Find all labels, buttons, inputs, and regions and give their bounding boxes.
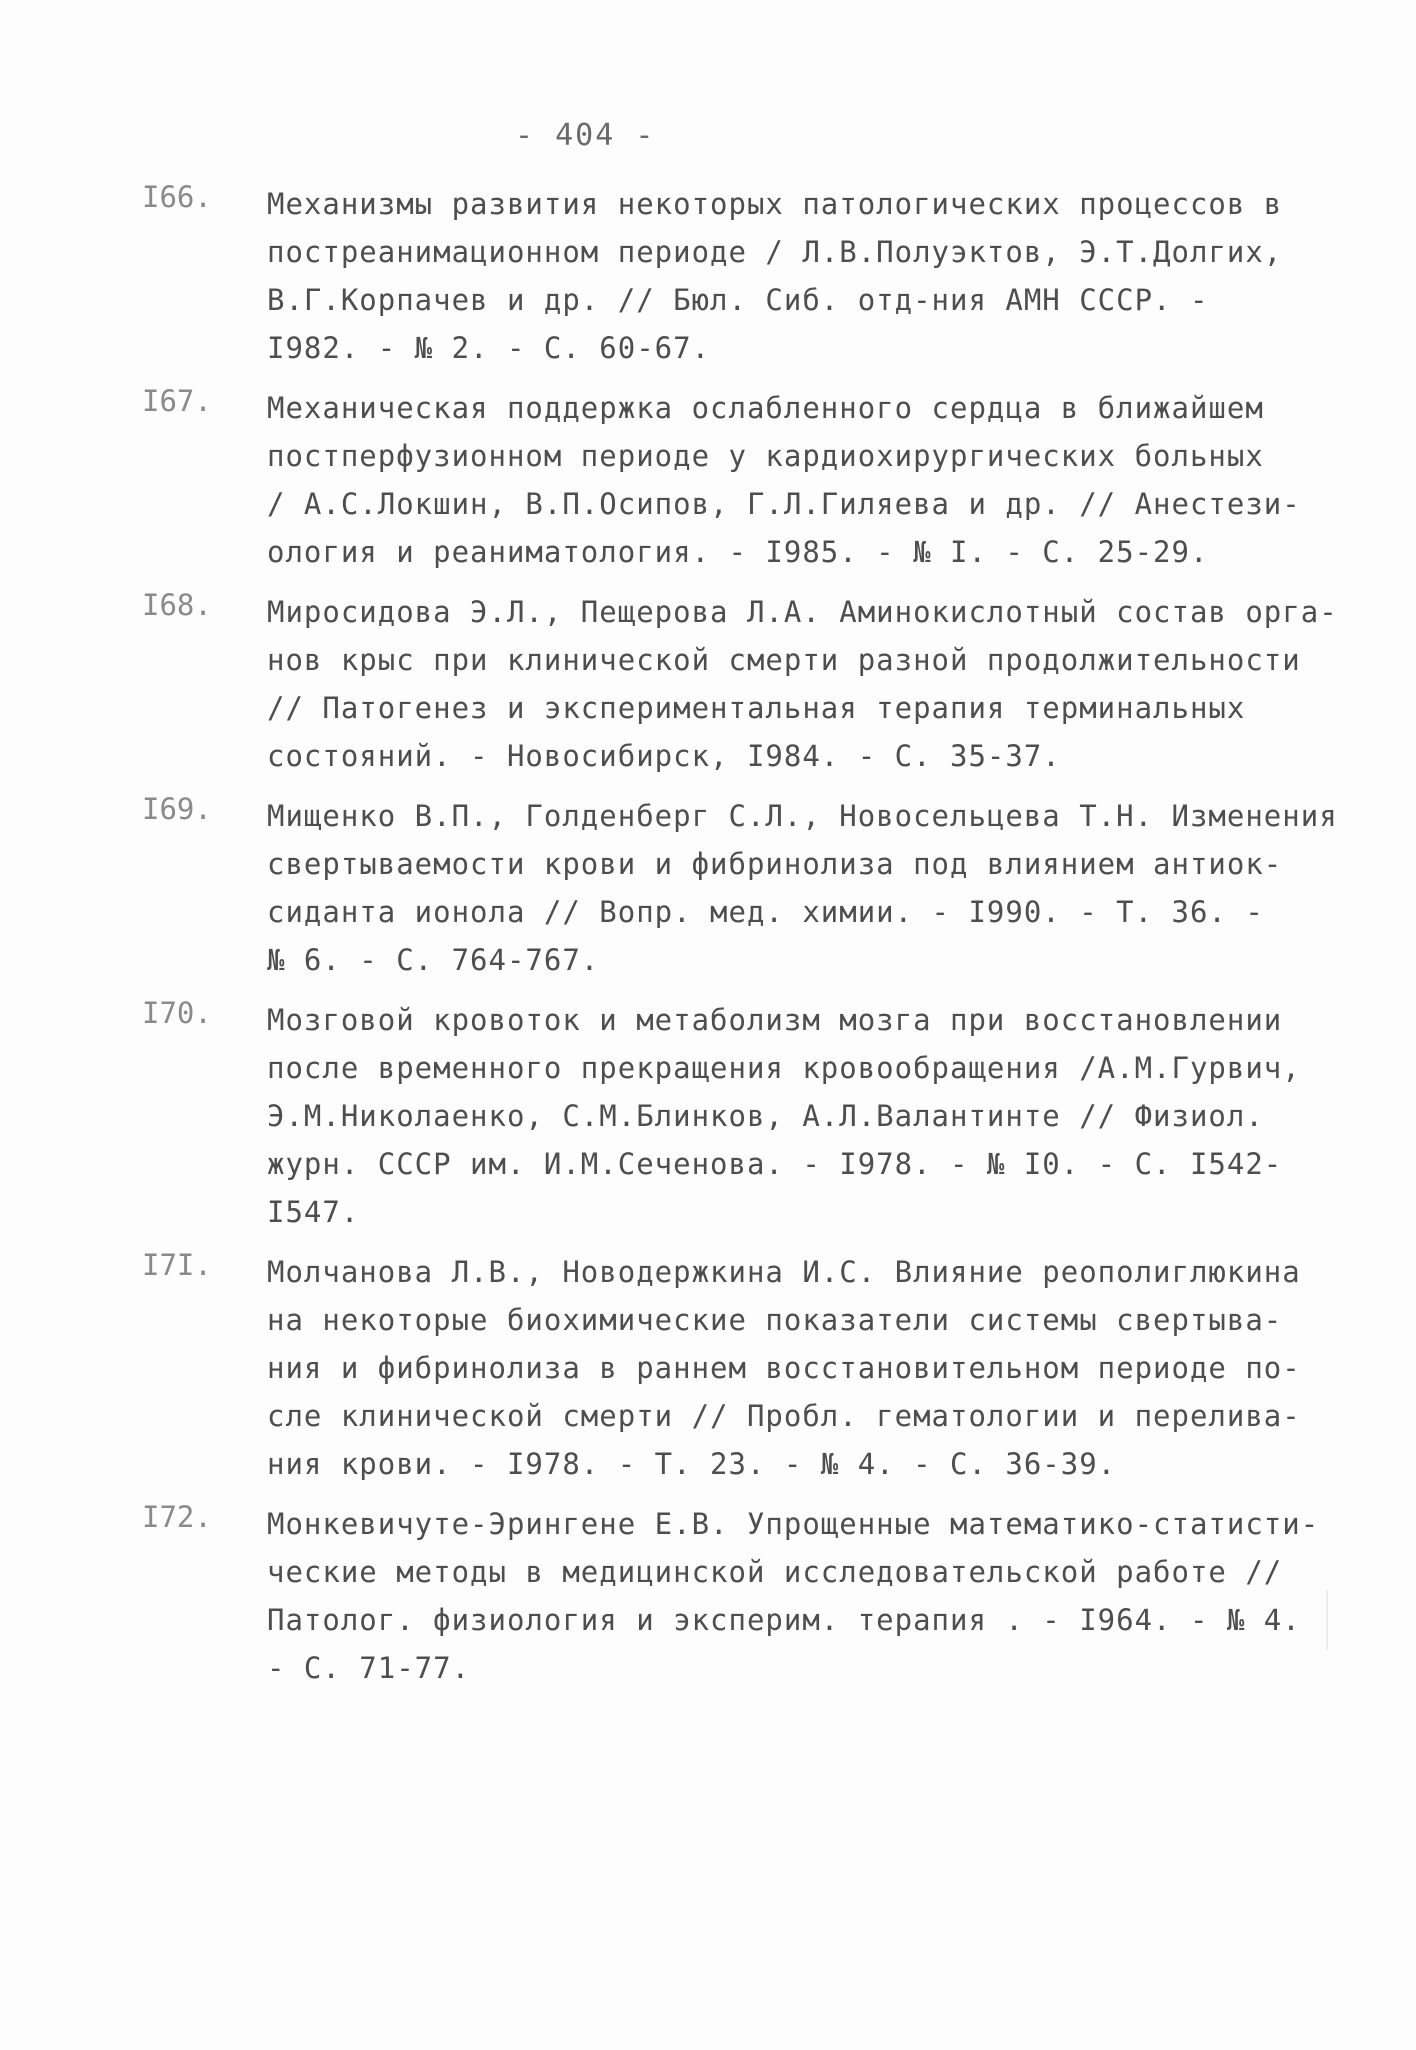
entry-line: В.Г.Корпачев и др. // Бюл. Сиб. отд-ния АМН СССР. - [267, 283, 1209, 317]
entry-line: / А.С.Локшин, В.П.Осипов, Г.Л.Гиляева и др. // Анестези- [267, 487, 1301, 521]
entry-number: I67. [142, 384, 212, 418]
entry-line: Миросидова Э.Л., Пещерова Л.А. Аминокислотный состав орга- [267, 595, 1338, 629]
entry-line: свертываемости крови и фибринолиза под влиянием антиок- [267, 847, 1283, 881]
entry-line: Монкевичуте-Эрингене Е.В. Упрощенные математико-статисти- [267, 1507, 1320, 1541]
entry-line: Механическая поддержка ослабленного сердца в ближайшем [267, 391, 1264, 425]
entry-line: нов крыс при клинической смерти разной продолжительности [267, 643, 1301, 677]
bibliography-list [142, 180, 1338, 1704]
bibliography-entry [142, 588, 1338, 780]
entry-number: I68. [142, 588, 212, 622]
entry-number: I72. [142, 1500, 212, 1534]
entry-line: постперфузионном периоде у кардиохирургических больных [267, 439, 1264, 473]
entry-line: Э.М.Николаенко, С.М.Блинков, А.Л.Валантинте // Физиол. [267, 1099, 1264, 1133]
entry-line: сиданта ионола // Вопр. мед. химии. - I990. - Т. 36. - [267, 895, 1264, 929]
scan-edge-mark [1326, 1590, 1328, 1650]
entry-number: I69. [142, 792, 212, 826]
entry-line: ния крови. - I978. - Т. 23. - № 4. - С. 36-39. [267, 1447, 1117, 1481]
entry-line: № 6. - С. 764-767. [267, 943, 600, 977]
entry-number: I66. [142, 180, 212, 214]
entry-line: ология и реаниматология. - I985. - № I. - С. 25-29. [267, 535, 1209, 569]
bibliography-entry [142, 180, 1292, 372]
entry-number: I70. [142, 996, 212, 1030]
bibliography-entry [142, 996, 1301, 1236]
entry-line: Мозговой кровоток и метаболизм мозга при восстановлении [267, 1003, 1283, 1037]
entry-line: - С. 71-77. [267, 1651, 471, 1685]
entry-line: I547. [267, 1195, 360, 1229]
entry-line: после временного прекращения кровообращения /А.М.Гурвич, [267, 1051, 1301, 1085]
entry-line: сле клинической смерти // Пробл. гематологии и перелива- [267, 1399, 1301, 1433]
entry-line: ческие методы в медицинской исследовательской работе // [267, 1555, 1283, 1589]
entry-line: ния и фибринолиза в раннем восстановительном периоде по- [267, 1351, 1301, 1385]
entry-line: журн. СССР им. И.М.Сеченова. - I978. - № I0. - С. I542- [267, 1147, 1283, 1181]
bibliography-entry [142, 792, 1338, 984]
entry-line: Патолог. физиология и эксперим. терапия . - I964. - № 4. [267, 1603, 1301, 1637]
bibliography-entry [142, 1248, 1301, 1488]
entry-line: Молчанова Л.В., Новодержкина И.С. Влияние реополиглюкина [267, 1255, 1301, 1289]
entry-line: состояний. - Новосибирск, I984. - С. 35-37. [267, 739, 1061, 773]
bibliography-entry [142, 384, 1301, 576]
entry-line: Мищенко В.П., Голденберг С.Л., Новосельцева Т.Н. Изменения [267, 799, 1338, 833]
page-number: - 404 - [515, 118, 656, 153]
entry-line: на некоторые биохимические показатели системы свертыва- [267, 1303, 1283, 1337]
entry-line: Механизмы развития некоторых патологических процессов в [267, 187, 1283, 221]
entry-line: I982. - № 2. - С. 60-67. [267, 331, 711, 365]
bibliography-entry [142, 1500, 1320, 1692]
entry-number: I7I. [142, 1248, 212, 1282]
entry-line: постреанимационном периоде / Л.В.Полуэктов, Э.Т.Долгих, [267, 235, 1283, 269]
entry-line: // Патогенез и экспериментальная терапия терминальных [267, 691, 1246, 725]
